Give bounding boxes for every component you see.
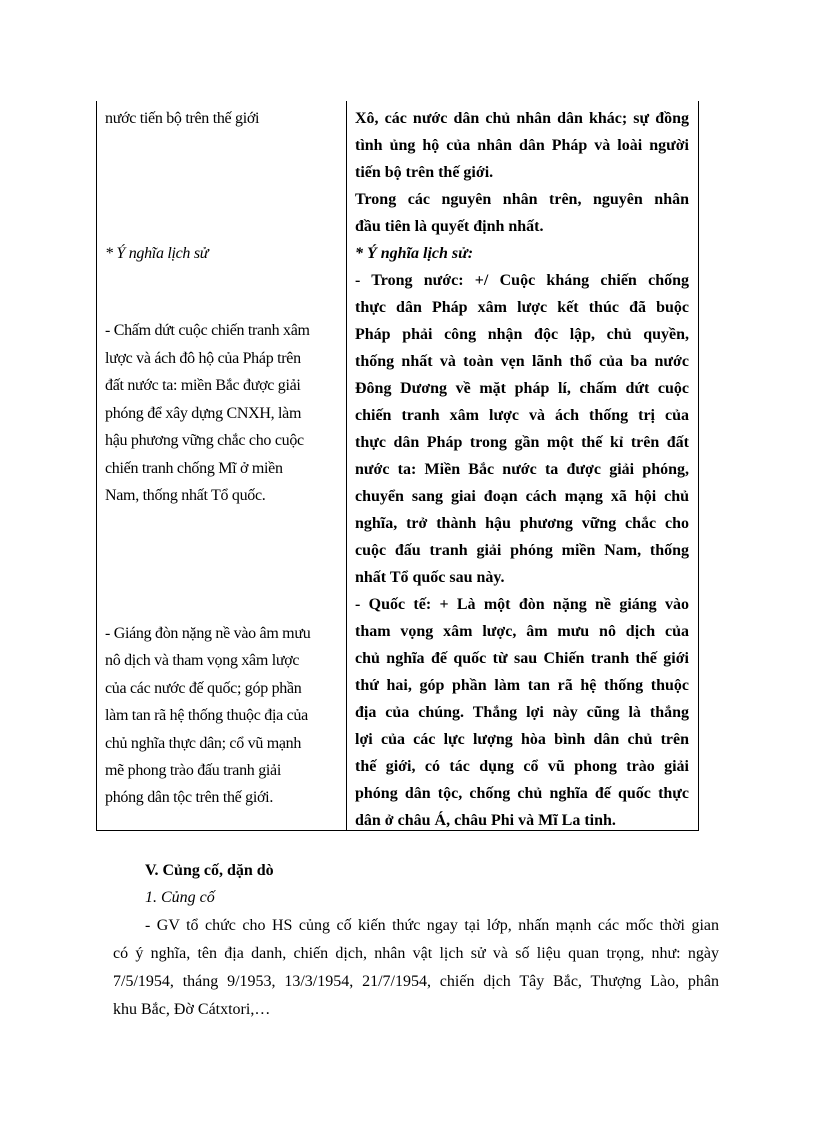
right-cell-line: tham vọng xâm lược, âm mưu nô dịch của <box>355 623 689 640</box>
left-cell-line: nước tiến bộ trên thế giới <box>105 110 260 127</box>
left-cell-line: phóng dân tộc trên thế giới. <box>105 789 274 806</box>
right-cell-line: thống nhất và toàn vẹn lãnh thổ của ba nước <box>355 353 689 370</box>
left-cell-line: - Chấm dứt cuộc chiến tranh xâm <box>105 322 310 339</box>
content-table <box>96 101 699 831</box>
left-cell-line: nô dịch và tham vọng xâm lược <box>105 652 300 669</box>
left-cell-line: của các nước đế quốc; góp phần <box>105 680 302 697</box>
section-heading: V. Củng cố, dặn dò <box>145 862 274 879</box>
right-cell-line: lợi của các lực lượng hòa bình dân chủ trên <box>355 731 689 748</box>
right-cell-line: cuộc đấu tranh giải phóng miền Nam, thống <box>355 542 689 559</box>
left-cell-line: làm tan rã hệ thống thuộc địa của <box>105 707 308 724</box>
right-cell-heading: * Ý nghĩa lịch sử: <box>355 245 474 262</box>
right-cell-line: chủ nghĩa đế quốc từ sau Chiến tranh thế giới <box>355 650 689 667</box>
right-cell-line: tiến bộ trên thế giới. <box>355 164 494 181</box>
paragraph-line: - GV tổ chức cho HS củng cố kiến thức ngay tại lớp, nhấn mạnh các mốc thời gian <box>145 917 719 934</box>
section-subheading: 1. Củng cố <box>145 889 215 906</box>
right-cell-line: địa của chúng. Thắng lợi này cũng là thắng <box>355 704 689 721</box>
right-cell-line: nước ta: Miền Bắc nước ta được giải phóng, <box>355 461 689 478</box>
left-cell-line: lược và ách đô hộ của Pháp trên <box>105 350 301 367</box>
left-cell-line: phóng để xây dựng CNXH, làm <box>105 405 302 422</box>
right-cell-line: nhất Tổ quốc sau này. <box>355 569 505 586</box>
right-cell-line: Pháp phải công nhận độc lập, chủ quyền, <box>355 326 689 343</box>
paragraph-line: khu Bắc, Đờ Cátxtori,… <box>113 1001 271 1018</box>
left-cell-line: chủ nghĩa thực dân; cổ vũ mạnh <box>105 735 302 752</box>
right-cell-line: thứ hai, góp phần làm tan rã hệ thống thuộc <box>355 677 689 694</box>
right-cell-line: - Trong nước: +/ Cuộc kháng chiến chống <box>355 272 689 289</box>
right-cell-line: nghĩa, trở thành hậu phương vững chắc cho <box>355 515 689 532</box>
right-cell-line: thực dân Pháp trong gần một thế kỉ trên đất <box>355 434 689 451</box>
right-cell-line: thực dân Pháp xâm lược kết thúc đã buộc <box>355 299 689 316</box>
right-cell-line: dân ở châu Á, châu Phi và Mĩ La tinh. <box>355 812 616 829</box>
right-cell-line: tình ủng hộ của nhân dân Pháp và loài người <box>355 137 689 154</box>
left-cell-line: hậu phương vững chắc cho cuộc <box>105 432 304 449</box>
right-cell-line: Đông Dương về mặt pháp lí, chấm dứt cuộc <box>355 380 689 397</box>
paragraph-line: có ý nghĩa, tên địa danh, chiến dịch, nhân vật lịch sử và số liệu quan trọng, như: ngày <box>113 945 719 962</box>
column-divider <box>346 101 347 830</box>
left-cell-line: chiến tranh chống Mĩ ở miền <box>105 460 283 477</box>
right-cell-line: chiến tranh xâm lược và ách thống trị của <box>355 407 689 424</box>
right-cell-line: chuyển sang giai đoạn cách mạng xã hội chủ <box>355 488 689 505</box>
right-cell-line: - Quốc tế: + Là một đòn nặng nề giáng vào <box>355 596 689 613</box>
left-cell-line: Nam, thống nhất Tổ quốc. <box>105 487 266 504</box>
left-cell-line: đất nước ta: miền Bắc được giải <box>105 377 301 394</box>
right-cell-line: đầu tiên là quyết định nhất. <box>355 218 544 235</box>
right-cell-line: Xô, các nước dân chủ nhân dân khác; sự đồng <box>355 110 689 127</box>
right-cell-line: thế giới, có tác dụng cổ vũ phong trào giải <box>355 758 689 775</box>
left-cell-line: - Giáng đòn nặng nề vào âm mưu <box>105 625 311 642</box>
paragraph-line: 7/5/1954, tháng 9/1953, 13/3/1954, 21/7/1954, chiến dịch Tây Bắc, Thượng Lào, phân <box>113 973 719 990</box>
left-cell-line: mẽ phong trào đấu tranh giải <box>105 762 281 779</box>
right-cell-line: Trong các nguyên nhân trên, nguyên nhân <box>355 191 689 208</box>
right-cell-line: phóng dân tộc, chống chủ nghĩa đế quốc thực <box>355 785 689 802</box>
left-cell-heading: * Ý nghĩa lịch sử <box>105 245 209 262</box>
